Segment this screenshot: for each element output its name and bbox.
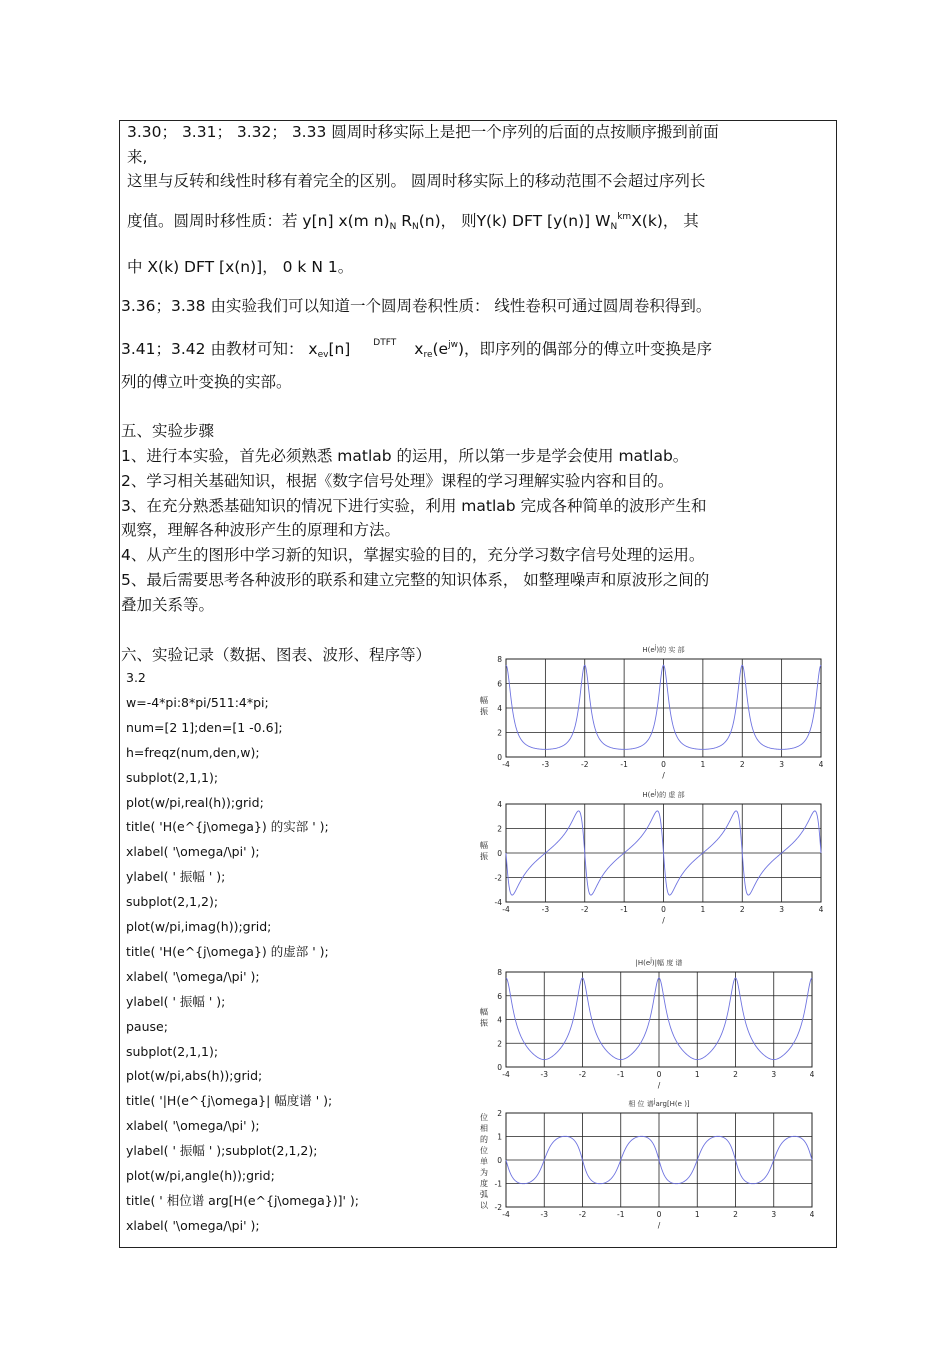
y-tick-label: 0 [497, 753, 502, 762]
x-tick-label: -2 [578, 1070, 587, 1079]
theory-line-5: 3.36；3.38 由实验我们可以知道一个圆周卷积性质： 线性卷积可通过圆周卷积得到。 [121, 297, 712, 315]
x-tick-label: -2 [578, 1210, 587, 1219]
x-tick-label: -3 [541, 905, 550, 914]
x-tick-label: -2 [581, 905, 589, 914]
theory-line-2: 这里与反转和线性时移有着完全的区别。 圆周时移实际上的移动范围不会超过序列长 [127, 172, 706, 190]
y-tick-label: 2 [497, 1039, 502, 1049]
x-tick-label: -1 [617, 1070, 625, 1079]
code-line: plot(w/pi,abs(h));grid; [126, 1068, 263, 1084]
step-2: 2、学习相关基础知识，根据《数字信号处理》课程的学习理解实验内容和目的。 [121, 472, 674, 490]
plot-title-sup: j [650, 957, 652, 964]
code-line: xlabel( '\omega/\pi' ); [126, 844, 260, 860]
plot-2 [476, 785, 826, 928]
x-tick-label: -1 [620, 905, 628, 914]
plot-title-part: )|幅 度 谱 [651, 959, 683, 967]
x-tick-label: -3 [540, 1070, 548, 1079]
theory-line-3-b: R [396, 212, 412, 230]
y-axis-label-char: 弧 [480, 1190, 488, 1199]
y-axis-label-char: 度 [480, 1179, 488, 1188]
x-tick-label: -1 [617, 1210, 625, 1219]
y-axis-label-char: 振 [480, 707, 488, 716]
code-line: ylabel( ' 振幅 ' ); [126, 993, 226, 1009]
x-tick-label: 2 [739, 760, 745, 769]
step-5a: 5、最后需要思考各种波形的联系和建立完整的知识体系， 如整理噪声和原波形之间的 [121, 571, 710, 589]
theory-line-3 [127, 207, 699, 237]
x-tick-label: 0 [656, 1210, 662, 1219]
x-tick-label: -3 [541, 760, 550, 769]
theory-line-6-b: [n] [328, 340, 351, 358]
y-tick-label: 8 [497, 655, 502, 664]
theory-line-3-sub3: N [610, 222, 618, 232]
y-tick-label: -2 [494, 873, 502, 883]
theory-line-3-d: X(k)， 其 [631, 212, 699, 230]
y-tick-label: 2 [497, 1109, 502, 1118]
plot-title-sup: j [653, 1098, 656, 1105]
x-tick-label: 1 [694, 1210, 700, 1219]
y-axis-label-char: 幅 [480, 841, 488, 850]
plot-title-part: |H(e [635, 959, 651, 967]
code-line: xlabel( '\omega/\pi' ); [126, 968, 260, 984]
x-tick-label: 3 [771, 1070, 777, 1079]
y-tick-label: 0 [497, 1063, 502, 1072]
theory-line-3-sub1: N [389, 222, 397, 232]
plot-title-part: 相 位 谱 [628, 1100, 654, 1108]
code-line: title( ' 相位谱 arg[H(e^{j\omega})]' ); [126, 1192, 359, 1208]
code-line: h=freqz(num,den,w); [126, 744, 260, 760]
theory-line-3-sub2: N [412, 222, 419, 232]
plot-title [628, 1098, 690, 1108]
x-axis-label: / [657, 1081, 661, 1090]
y-tick-label: 4 [497, 704, 502, 713]
plot-svg [476, 1094, 826, 1233]
y-axis-label-char: 以 [480, 1201, 488, 1210]
theory-line-6-dtft: DTFT [373, 338, 397, 348]
x-tick-label: 4 [818, 760, 824, 769]
theory-line-3-sup: km [617, 212, 632, 222]
x-tick-label: -4 [502, 905, 510, 914]
plot-title-sup: j [654, 789, 657, 796]
y-tick-label: 2 [497, 728, 502, 738]
theory-line-6-e: )，即序列的偶部分的傅立叶变换是序 [457, 340, 713, 358]
x-tick-label: -4 [502, 1070, 510, 1079]
plot-svg [476, 955, 826, 1093]
plot-3 [476, 955, 826, 1093]
code-line: title( 'H(e^{j\omega}) 的虚部 ' ); [126, 943, 329, 959]
x-tick-label: -3 [540, 1210, 548, 1219]
plot-title [642, 789, 684, 799]
x-tick-label: 4 [818, 905, 824, 914]
code-line: 3.2 [126, 670, 146, 685]
y-axis-label [480, 1007, 488, 1028]
x-tick-label: 3 [779, 905, 785, 914]
code-line: subplot(2,1,1); [126, 769, 219, 785]
theory-line-6-sup2: jw [448, 340, 458, 350]
plot-title-part: arg[H(e )] [655, 1100, 690, 1108]
plot-title-part: H(e [642, 791, 655, 799]
y-axis-label [480, 840, 488, 861]
plot-title-part: H(e [642, 646, 655, 654]
plot-title-part: )的 虚 部 [656, 791, 685, 799]
code-line: num=[2 1];den=[1 -0.6]; [126, 719, 283, 735]
y-axis-label-char: 振 [480, 1018, 488, 1028]
theory-line-3-c: (n)， 则Y(k) DFT [y(n)] W [418, 212, 611, 230]
x-tick-label: 4 [809, 1210, 815, 1219]
steps-heading: 五、实验步骤 [121, 422, 215, 440]
theory-line-1b: 来, [127, 148, 148, 166]
code-line: subplot(2,1,2); [126, 894, 219, 910]
x-tick-label: 1 [700, 760, 706, 769]
x-tick-label: 2 [733, 1070, 738, 1079]
code-line: plot(w/pi,imag(h));grid; [126, 919, 272, 934]
y-axis-label-char: 振 [480, 852, 488, 861]
x-tick-label: 4 [809, 1070, 815, 1079]
code-line: title( '|H(e^{j\omega}| 幅度谱 ' ); [126, 1093, 333, 1109]
y-tick-label: 1 [497, 1132, 502, 1142]
plot-title-part: )的 实 部 [656, 646, 685, 654]
y-tick-label: 4 [497, 1015, 502, 1025]
code-line: plot(w/pi,angle(h));grid; [126, 1168, 275, 1183]
y-tick-label: -4 [494, 898, 502, 907]
code-line: ylabel( ' 振幅 ' );subplot(2,1,2); [126, 1143, 318, 1159]
code-line: xlabel( '\omega/\pi' ); [126, 1217, 260, 1233]
theory-line-6-c: x [414, 340, 424, 358]
x-axis-label: / [657, 1221, 661, 1230]
y-axis-label [480, 695, 488, 716]
x-tick-label: 2 [739, 905, 745, 914]
plot-svg [476, 785, 826, 928]
x-tick-label: 1 [694, 1070, 700, 1079]
step-3a: 3、在充分熟悉基础知识的情况下进行实验，利用 matlab 完成各种简单的波形产生和 [121, 497, 707, 515]
y-tick-label: 6 [497, 679, 502, 689]
y-tick-label: 0 [497, 1156, 502, 1165]
y-tick-label: -2 [494, 1203, 502, 1212]
y-tick-label: -1 [494, 1179, 502, 1189]
theory-line-6-sub2: re [423, 350, 433, 360]
theory-line-6-sub1: ev [317, 350, 329, 360]
plot-title [642, 644, 684, 654]
y-tick-label: 2 [497, 824, 502, 834]
x-axis-label: / [662, 771, 665, 780]
step-5b: 叠加关系等。 [121, 596, 215, 614]
y-axis-label-char: 为 [480, 1168, 488, 1177]
y-tick-label: 4 [497, 800, 502, 809]
y-tick-label: 0 [497, 849, 502, 858]
x-tick-label: 0 [661, 760, 666, 769]
x-tick-label: 1 [700, 905, 706, 914]
code-line: ylabel( ' 振幅 ' ); [126, 869, 226, 885]
x-tick-label: 3 [771, 1210, 777, 1219]
theory-line-6 [121, 333, 712, 365]
theory-line-3-a: 度值。圆周时移性质：若 y[n] x(m n) [127, 212, 390, 230]
plot-4 [476, 1094, 826, 1233]
x-axis-label: / [662, 916, 665, 925]
y-axis-label-char: 幅 [480, 696, 488, 705]
step-4: 4、从产生的图形中学习新的知识，掌握实验的目的，充分学习数字信号处理的运用。 [121, 546, 705, 564]
theory-line-1: 3.30； 3.31； 3.32； 3.33 圆周时移实际上是把一个序列的后面的点按顺序搬到前面 [127, 123, 719, 141]
code-line: xlabel( '\omega/\pi' ); [126, 1118, 260, 1134]
y-tick-label: 8 [497, 968, 502, 977]
plot-svg [476, 640, 826, 783]
y-axis-label-char: 幅 [480, 1007, 488, 1017]
plot-title [636, 957, 683, 967]
code-line: plot(w/pi,real(h));grid; [126, 794, 264, 810]
x-tick-label: 3 [779, 760, 785, 769]
code-line: subplot(2,1,1); [126, 1043, 219, 1059]
y-tick-label: 6 [497, 991, 502, 1001]
x-tick-label: 2 [733, 1210, 738, 1219]
step-3b: 观察，理解各种波形产生的原理和方法。 [121, 521, 401, 539]
code-line: w=-4*pi:8*pi/511:4*pi; [126, 694, 269, 710]
x-tick-label: -4 [502, 760, 510, 769]
y-axis-label-char: 相 [480, 1124, 488, 1133]
y-axis-label-char: 位 [480, 1146, 488, 1155]
record-heading: 六、实验记录（数据、图表、波形、程序等） [121, 646, 432, 664]
code-line: pause; [126, 1018, 168, 1034]
theory-line-4: 中 X(k) DFT [x(n)]， 0 k N 1。 [127, 258, 354, 276]
x-tick-label: 0 [656, 1070, 662, 1079]
x-tick-label: 0 [661, 905, 666, 914]
x-tick-label: -4 [502, 1210, 510, 1219]
theory-line-7: 列的傅立叶变换的实部。 [121, 373, 292, 391]
x-tick-label: -1 [620, 760, 628, 769]
y-axis-label [480, 1112, 489, 1210]
y-axis-label-char: 的 [480, 1135, 488, 1144]
y-axis-label-char: 单 [480, 1157, 488, 1166]
plot-1 [476, 640, 826, 783]
plot-title-sup: j [654, 644, 657, 651]
theory-line-6-d: (e [432, 340, 449, 358]
theory-line-6-a: 3.41；3.42 由教材可知： x [121, 340, 318, 358]
code-line: title( 'H(e^{j\omega}) 的实部 ' ); [126, 819, 329, 835]
x-tick-label: -2 [581, 760, 589, 769]
step-1: 1、进行本实验，首先必须熟悉 matlab 的运用，所以第一步是学会使用 matlab。 [121, 447, 689, 465]
y-axis-label-char: 位 [480, 1113, 488, 1122]
